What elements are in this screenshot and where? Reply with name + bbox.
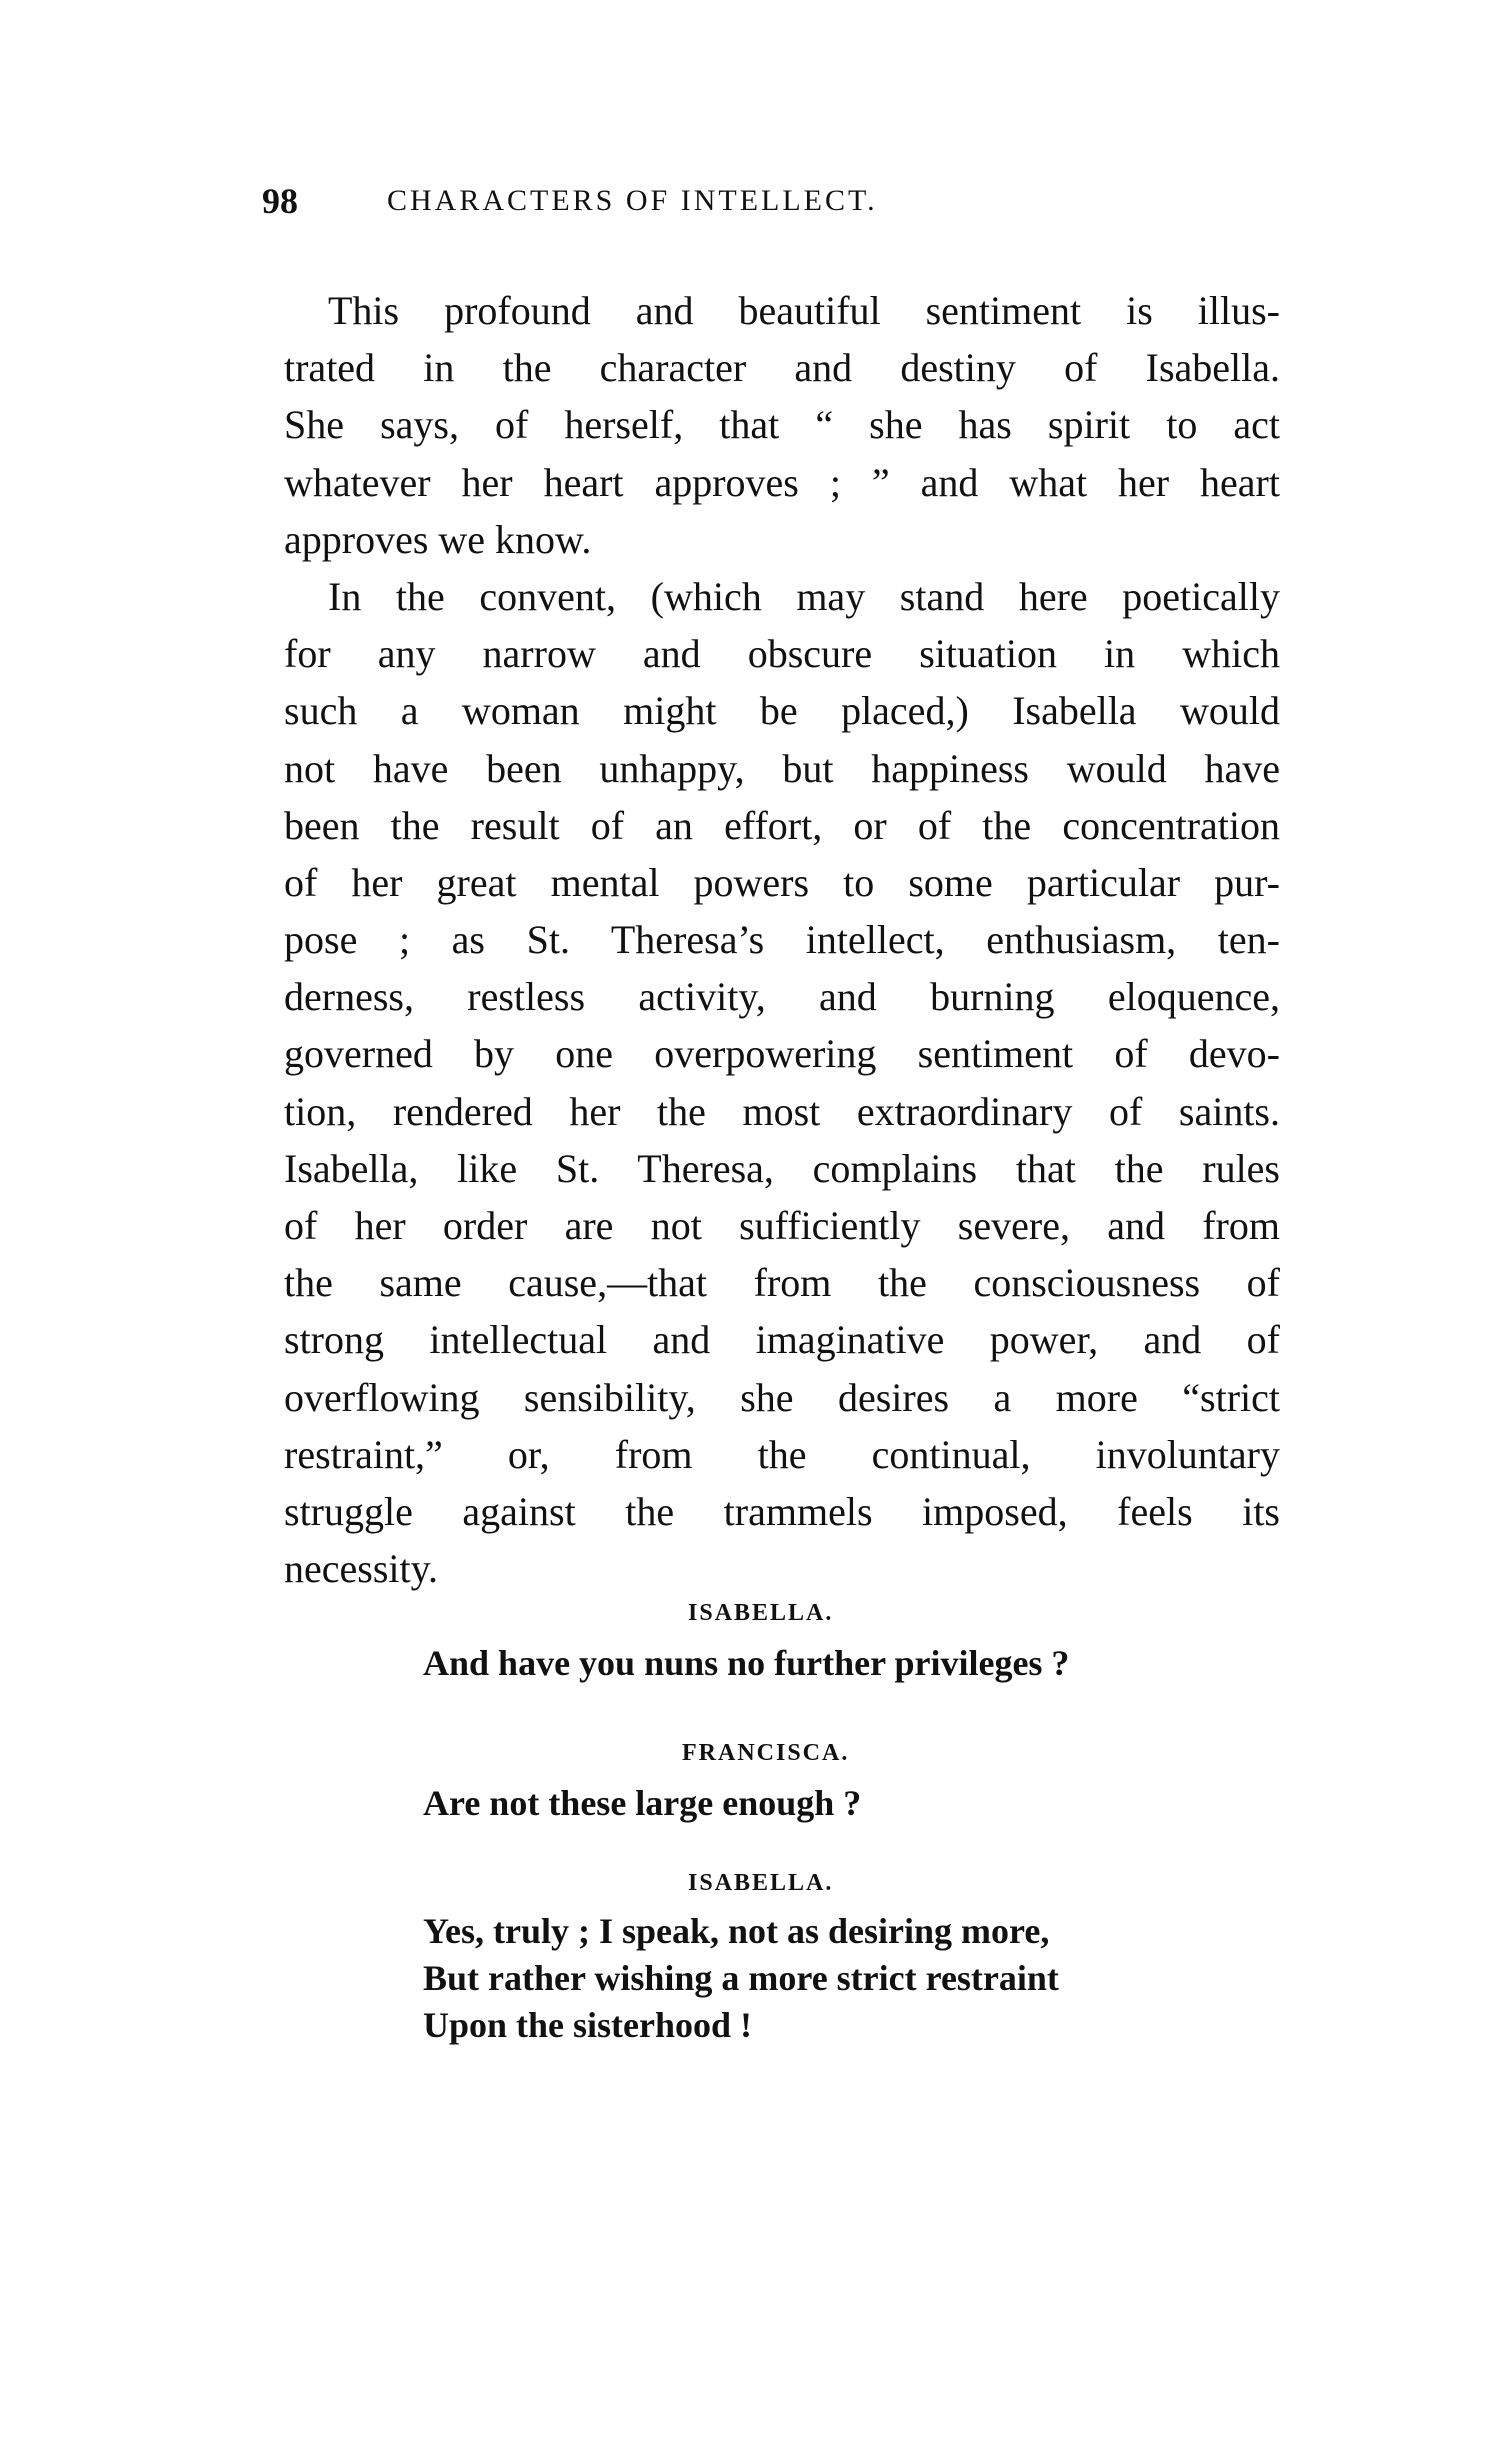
verse-line: And have you nuns no further privileges ? (423, 1643, 1070, 1683)
speaker-label: FRANCISCA. (682, 1740, 850, 1766)
verse-line: Yes, truly ; I speak, not as desiring more, (423, 1911, 1050, 1951)
text-line: She says, of herself, that “ she has spirit to act (284, 402, 1280, 448)
verse-block (423, 1908, 1059, 2049)
text-line: In the convent, (which may stand here poetically (328, 573, 1280, 619)
verse-block (423, 1780, 861, 1827)
running-header (262, 180, 1282, 230)
body-text (284, 282, 1280, 1597)
text-line: This profound and beautiful sentiment is illus- (328, 288, 1280, 333)
verse-line: But rather wishing a more strict restraint (423, 1958, 1059, 1998)
text-line: pose ; as St. Theresa’s intellect, enthusiasm, ten- (284, 917, 1280, 963)
text-line: been the result of an effort, or of the concentration (284, 802, 1280, 848)
speaker-label: ISABELLA. (688, 1870, 834, 1896)
speaker-label: ISABELLA. (688, 1600, 834, 1626)
text-line: for any narrow and obscure situation in which (284, 631, 1280, 677)
text-line: whatever her heart approves ; ” and what her heart (284, 459, 1280, 505)
text-line: tion, rendered her the most extraordinary of saints. (284, 1088, 1280, 1134)
text-line: such a woman might be placed,) Isabella would (284, 688, 1280, 734)
text-line: of her great mental powers to some particular pur- (284, 859, 1280, 905)
verse-line: Are not these large enough ? (423, 1783, 862, 1823)
text-line: trated in the character and destiny of Isabella. (284, 345, 1280, 391)
text-line: struggle against the trammels imposed, feels its (284, 1488, 1280, 1534)
verse-line: Upon the sisterhood ! (423, 2005, 753, 2045)
text-line: necessity. (284, 1546, 439, 1592)
text-line: overflowing sensibility, she desires a more “strict (284, 1374, 1280, 1420)
text-line: restraint,” or, from the continual, involuntary (284, 1431, 1280, 1477)
running-title: CHARACTERS OF INTELLECT. (387, 184, 878, 217)
text-line: not have been unhappy, but happiness would have (284, 745, 1280, 791)
verse-block (423, 1640, 1069, 1687)
text-line: governed by one overpowering sentiment of devo- (284, 1031, 1280, 1077)
page-number: 98 (262, 181, 298, 221)
text-line: of her order are not sufficiently severe, and from (284, 1203, 1280, 1248)
text-line: Isabella, like St. Theresa, complains that the rules (284, 1145, 1280, 1191)
text-line: derness, restless activity, and burning eloquence, (284, 974, 1280, 1020)
text-line: the same cause,—that from the consciousness of (284, 1260, 1280, 1306)
text-line: strong intellectual and imaginative power, and of (284, 1317, 1280, 1363)
text-line: approves we know. (284, 516, 592, 562)
